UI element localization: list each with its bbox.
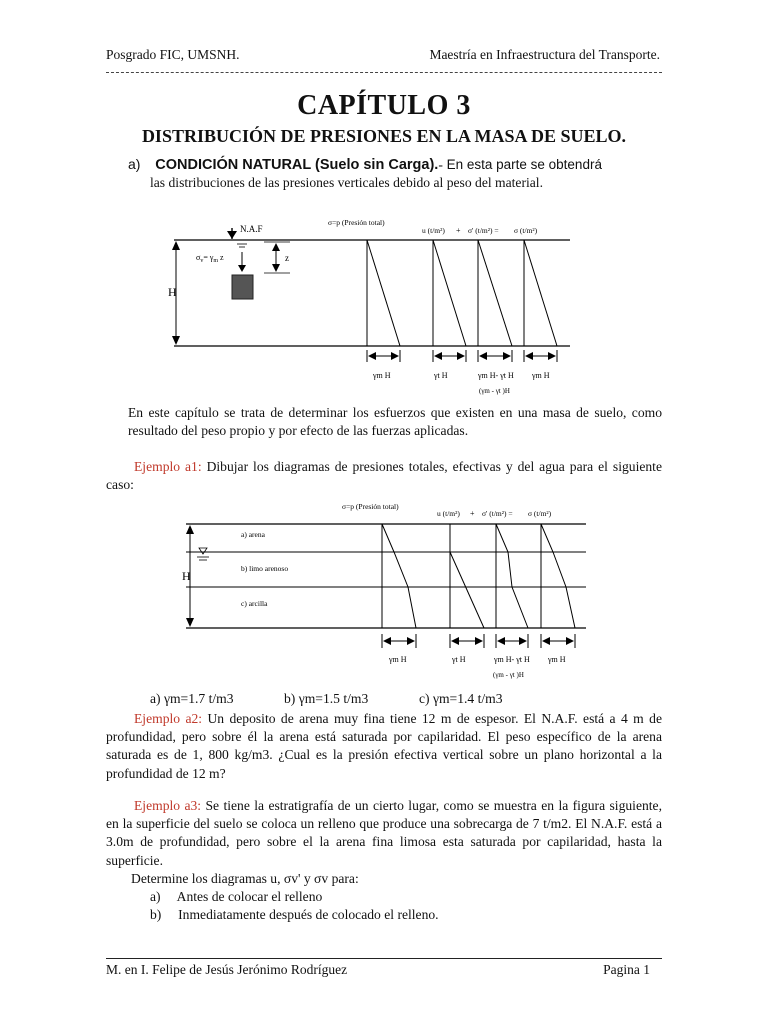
h2-arrow-up-icon xyxy=(186,525,194,534)
item-b-marker: b) xyxy=(150,907,162,922)
width-label-effective: γm H- γt H xyxy=(478,371,514,380)
density-b: b) γm=1.5 t/m3 xyxy=(284,691,369,706)
fig2-width-label-effective: γm H- γt H xyxy=(494,655,530,664)
h-arrow-up-icon xyxy=(172,241,180,250)
intro-paragraph: En este capítulo se trata de determinar los esfuerzos que existen en una masa de suelo, como resultado del peso propio y por efecto de las fuerzas aplicadas. xyxy=(128,405,662,439)
heading-pore-pressure: u (t/m²) xyxy=(422,226,445,235)
example-a3-item-b xyxy=(150,906,439,924)
density-a: a) γm=1.7 t/m3 xyxy=(150,691,234,706)
z-arrow-down-icon xyxy=(272,264,280,272)
fig2-heading-u: u (t/m²) xyxy=(437,509,460,518)
load-arrow-icon xyxy=(238,265,246,272)
fig2-width-label-u: γt H xyxy=(452,655,466,664)
z-arrow-up-icon xyxy=(272,243,280,251)
layer-label-silt: b) limo arenoso xyxy=(241,564,289,573)
item-a-text: Antes de colocar el relleno xyxy=(176,889,323,904)
example-a3-item-a xyxy=(150,888,322,906)
heading-total-pressure: σ=p (Presión total) xyxy=(328,218,385,227)
chapter-title: CAPÍTULO 3 xyxy=(297,90,471,121)
fig2-heading-plus: + xyxy=(470,509,475,518)
diagram-effective-diagonal xyxy=(478,240,512,346)
z-label: z xyxy=(285,253,289,263)
example-a3-determine: Determine los diagramas u, σv' y σv para: xyxy=(131,871,359,886)
example-a1-text: Dibujar los diagramas de presiones totales, efectivas y del agua para el siguiente caso: xyxy=(106,459,662,493)
figure-example-a1 xyxy=(0,495,768,685)
footer-author: M. en I. Felipe de Jesús Jerónimo Rodríguez xyxy=(106,962,348,977)
section-a xyxy=(128,155,664,174)
fig2-heading-effective: σ' (t/m²) = xyxy=(482,509,513,518)
diagram-total-diagonal xyxy=(367,240,400,346)
example-a1-label: Ejemplo a1: xyxy=(134,459,202,474)
fig2-arrowheads xyxy=(383,637,574,645)
water-table-icon xyxy=(199,548,207,554)
width-label-effective-2: (γm - γt )H xyxy=(479,387,510,395)
heading-effective-stress: σ' (t/m²) = xyxy=(468,226,499,235)
example-a1 xyxy=(106,458,662,494)
fig2-heading-sigma: σ (t/m²) xyxy=(528,509,552,518)
footer-page-number: Pagina 1 xyxy=(603,962,650,977)
h2-label: H xyxy=(182,569,191,583)
fig2-width-label-sigma: γm H xyxy=(548,655,566,664)
example-a2 xyxy=(106,710,662,783)
fig2-width-label-total: γm H xyxy=(389,655,407,664)
section-a-text-1: En esta parte se obtendrá xyxy=(442,157,602,172)
header-right: Maestría en Infraestructura del Transporte. xyxy=(429,47,660,62)
width-label-u: γt H xyxy=(434,371,448,380)
heading-total-stress: σ (t/m²) xyxy=(514,226,538,235)
h-arrow-down-icon xyxy=(172,336,180,345)
footer-divider xyxy=(106,958,662,959)
arrowheads xyxy=(368,352,556,360)
section-a-text-2: las distribuciones de las presiones verticales debido al peso del material. xyxy=(150,175,543,190)
diagram-sigma-diagonal xyxy=(524,240,557,346)
fig2-width-label-effective-2: (γm - γt )H xyxy=(493,671,524,679)
layer-label-clay: c) arcilla xyxy=(241,599,268,608)
header-divider xyxy=(106,72,662,73)
h-label: H xyxy=(168,285,177,299)
example-a3-label: Ejemplo a3: xyxy=(134,798,202,813)
item-b-text: Inmediatamente después de colocado el relleno. xyxy=(178,907,439,922)
fig2-heading-total: σ=p (Presión total) xyxy=(342,502,399,511)
section-a-heading: CONDICIÓN NATURAL (Suelo sin Carga). xyxy=(155,157,439,173)
example-a2-label: Ejemplo a2: xyxy=(134,711,203,726)
example-a3-text: Se tiene la estratigrafía de un cierto lugar, como se muestra en la figura siguiente, en la superficie del suelo se coloca un relleno que produce una sobrecarga de 7 t/m2. El N.A.F. está a 3.0m de profundidad, pero sobre el la arena fina limosa esta saturada por capilaridad, hasta la superficie. xyxy=(106,798,662,868)
h2-arrow-down-icon xyxy=(186,618,194,627)
fig2-sigma-diagonal xyxy=(541,524,575,628)
layer-label-sand: a) arena xyxy=(241,530,265,539)
example-a2-text: Un deposito de arena muy fina tiene 12 m de espesor. El N.A.F. está a 4 m de profundidad, pero sobre él la arena está saturada por capilaridad. El peso específico de la arena saturada es de 1, 800 kg/m3. ¿Cual es la presión efectiva vertical sobre un plano horizontal a la profundidad de 12 m? xyxy=(106,711,662,781)
diagram-u-diagonal xyxy=(433,240,466,346)
fig2-total-diagonal xyxy=(382,524,416,628)
section-a-dash: - xyxy=(438,157,443,172)
heading-plus: + xyxy=(456,226,461,235)
example-a3 xyxy=(106,797,662,870)
sigma-v-formula: $\sigma_v= \gamma_m$ z xyxy=(196,253,224,264)
figure-natural-condition xyxy=(0,205,768,405)
chapter-subtitle: DISTRIBUCIÓN DE PRESIONES EN LA MASA DE SUELO. xyxy=(141,126,627,146)
naf-arrow-icon xyxy=(227,231,237,239)
naf-label: N.A.F xyxy=(240,224,263,234)
section-a-marker: a) xyxy=(128,156,141,172)
fig2-u-diagonal xyxy=(450,552,484,628)
density-c: c) γm=1.4 t/m3 xyxy=(419,691,503,706)
soil-element-block xyxy=(232,275,253,299)
width-label-sigma: γm H xyxy=(532,371,550,380)
fig2-effective-diagonal xyxy=(496,524,528,628)
width-label-total: γm H xyxy=(373,371,391,380)
header-left: Posgrado FIC, UMSNH. xyxy=(106,47,240,62)
item-a-marker: a) xyxy=(150,889,161,904)
